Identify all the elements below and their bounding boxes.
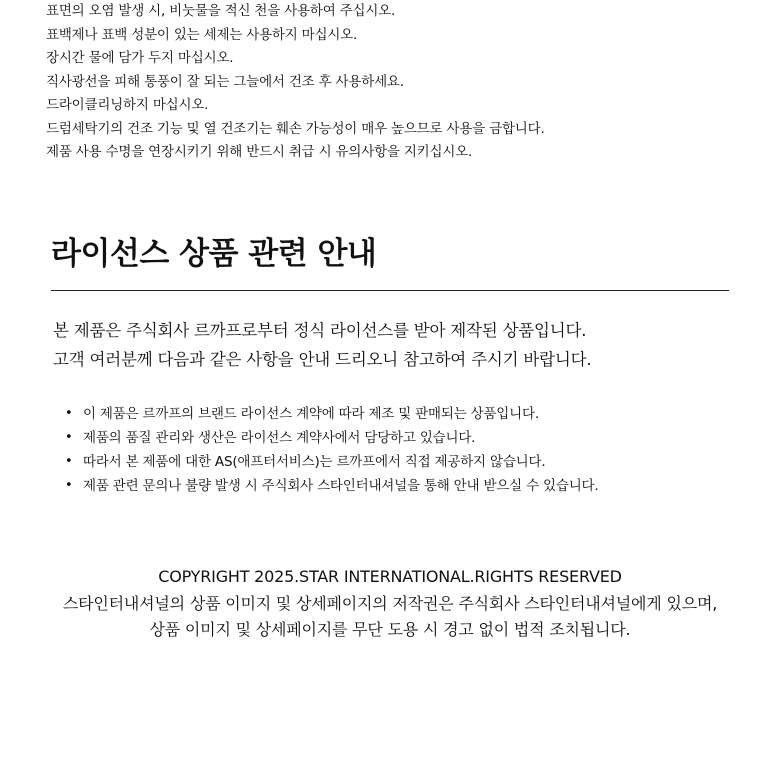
copyright-block [0,564,780,644]
license-intro-line: 본 제품은 주식회사 르까프로부터 정식 라이선스를 받아 제작된 상품입니다. [53,321,587,340]
care-instruction-item: 표면의 오염 발생 시, 비눗물을 적신 천을 사용하여 주십시오. [46,3,396,19]
license-notice-list [64,402,598,498]
bullet-icon: • [65,406,73,421]
copyright-line: COPYRIGHT 2025.STAR INTERNATIONAL.RIGHTS RESERVED [158,567,622,586]
care-instruction-item: 직사광선을 피해 통풍이 잘 되는 그늘에서 건조 후 사용하세요. [46,73,404,90]
copyright-notice-line: 스타인터내셔널의 상품 이미지 및 상세페이지의 저작권은 주식회사 스타인터내셔널에게 있으며, [62,593,718,613]
license-intro-line: 고객 여러분께 다음과 같은 사항을 안내 드리오니 참고하여 주시기 바랍니다. [53,350,592,369]
bullet-icon: • [65,478,73,493]
bullet-icon: • [65,430,73,445]
license-notice-text: 이 제품은 르까프의 브랜드 라이선스 계약에 따라 제조 및 판매되는 상품입니다. [83,406,539,422]
license-notice-item [64,402,598,426]
section-divider [51,290,729,291]
license-notice-text: 제품 관련 문의나 불량 발생 시 주식회사 스타인터내셔널을 통해 안내 받으실 수 있습니다. [83,478,599,494]
license-notice-text: 제품의 품질 관리와 생산은 라이선스 계약사에서 담당하고 있습니다. [83,430,476,446]
license-notice-item [64,426,598,450]
care-instruction-item: 드럼세탁기의 건조 기능 및 열 건조기는 훼손 가능성이 매우 높으므로 사용을 금합니다. [46,120,545,137]
care-instruction-item: 장시간 물에 담가 두지 마십시오. [46,50,234,66]
license-intro [53,316,591,374]
license-notice-text: 따라서 본 제품에 대한 AS(애프터서비스)는 르까프에서 직접 제공하지 않습니다. [83,454,546,470]
care-instructions-list [46,0,545,165]
bullet-icon: • [65,454,73,469]
care-instruction-item: 표백제나 표백 성분이 있는 세제는 사용하지 마십시오. [46,26,358,43]
license-section-title: 라이선스 상품 관련 안내 [51,236,377,272]
license-notice-item [64,474,598,498]
copyright-notice-line: 상품 이미지 및 상세페이지를 무단 도용 시 경고 없이 법적 조치됩니다. [149,620,631,639]
care-instruction-item: 제품 사용 수명을 연장시키기 위해 반드시 취급 시 유의사항을 지키십시오. [46,144,473,160]
care-instruction-item: 드라이클리닝하지 마십시오. [46,97,209,113]
license-notice-item [64,450,598,474]
